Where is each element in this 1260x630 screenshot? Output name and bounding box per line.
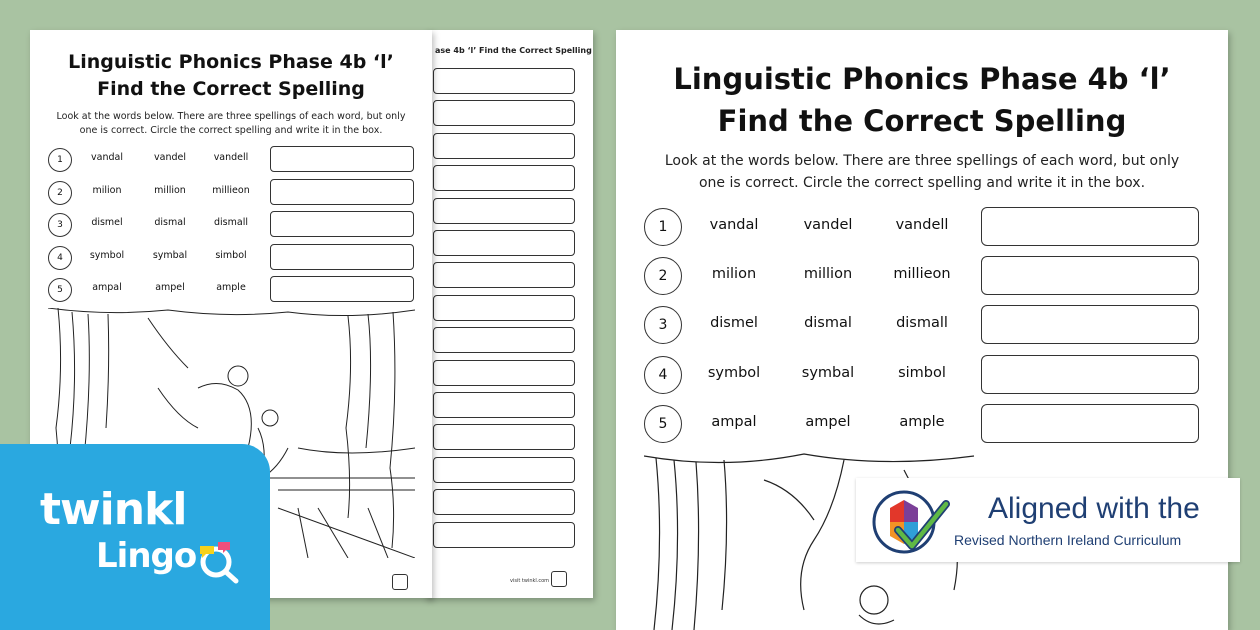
spelling-option[interactable]: ampel: [805, 413, 851, 430]
answer-box[interactable]: [270, 146, 414, 172]
spelling-option[interactable]: millieon: [893, 266, 951, 283]
back-answer-box[interactable]: [433, 230, 575, 256]
spelling-option[interactable]: simbol: [898, 364, 946, 381]
word-row: [48, 244, 415, 270]
right-instruction-line2: one is correct. Circle the correct spelling and write it in the box.: [698, 175, 1146, 191]
spelling-option[interactable]: ample: [216, 282, 246, 293]
left-instruction-line1: Look at the words below. There are three spellings of each word, but only: [56, 111, 406, 122]
back-answer-box[interactable]: [433, 198, 575, 224]
spelling-option[interactable]: vandell: [213, 152, 249, 163]
back-answer-box[interactable]: [433, 457, 575, 483]
spelling-option[interactable]: ampel: [155, 282, 185, 293]
word-row: [48, 211, 415, 237]
row-number-badge: 5: [48, 278, 72, 302]
row-number-badge: 4: [48, 246, 72, 270]
spelling-option[interactable]: dismall: [214, 217, 248, 228]
spelling-option[interactable]: dismal: [154, 217, 186, 228]
row-number-badge: 5: [644, 405, 682, 443]
lingo-wordmark: Lingo: [96, 536, 197, 576]
spelling-option[interactable]: ampal: [92, 282, 122, 293]
back-answer-box[interactable]: [433, 360, 575, 386]
back-answer-box[interactable]: [433, 522, 575, 548]
right-title: [616, 58, 1228, 142]
left-instructions: [50, 110, 412, 138]
left-instruction-line2: one is correct. Circle the correct spelling and write it in the box.: [79, 125, 383, 136]
word-row: [48, 146, 415, 172]
row-number-badge: 1: [644, 208, 682, 246]
spelling-option[interactable]: ample: [899, 413, 945, 430]
aligned-curriculum-badge: [856, 478, 1240, 562]
badge-subtitle: Revised Northern Ireland Curriculum: [954, 532, 1182, 548]
word-row: [644, 256, 1204, 296]
answer-box[interactable]: [270, 244, 414, 270]
back-answer-box[interactable]: [433, 68, 575, 94]
answer-box[interactable]: [270, 179, 414, 205]
spelling-option[interactable]: simbol: [215, 249, 247, 261]
row-number-badge: 3: [48, 213, 72, 237]
word-row: [644, 305, 1204, 345]
word-row: [48, 179, 415, 205]
left-title-line2: Find the Correct Spelling: [97, 78, 365, 100]
spelling-option[interactable]: million: [803, 266, 853, 283]
back-answer-box[interactable]: [433, 133, 575, 159]
spelling-option[interactable]: dismel: [710, 315, 758, 332]
spelling-option[interactable]: vandal: [91, 152, 123, 163]
back-page-header: ase 4b ‘l’ Find the Correct Spelling: [435, 46, 592, 55]
twinkl-lingo-logo: [0, 444, 270, 630]
spelling-option[interactable]: vandel: [154, 152, 186, 163]
word-row: [644, 207, 1204, 247]
back-answer-box[interactable]: [433, 327, 575, 353]
footer-logo-icon: [392, 574, 408, 590]
spelling-option[interactable]: vandell: [895, 217, 949, 233]
spelling-option[interactable]: symbal: [801, 364, 855, 381]
back-page-footer: visit twinkl.com: [510, 578, 550, 584]
back-answer-box[interactable]: [433, 295, 575, 321]
answer-box[interactable]: [981, 355, 1199, 394]
spelling-option[interactable]: millieon: [212, 184, 250, 196]
ni-curriculum-check-logo: [862, 482, 972, 562]
word-row: [48, 276, 415, 302]
back-answer-box[interactable]: [433, 489, 575, 515]
spelling-option[interactable]: vandal: [709, 217, 759, 233]
lingo-speech-magnifier-icon: [196, 540, 240, 584]
row-number-badge: 2: [48, 181, 72, 205]
back-worksheet-page: [425, 30, 593, 598]
spelling-option[interactable]: symbol: [707, 364, 761, 381]
back-answer-box[interactable]: [433, 165, 575, 191]
right-title-line2: Find the Correct Spelling: [717, 104, 1127, 138]
back-answer-box[interactable]: [433, 424, 575, 450]
spelling-option[interactable]: symbol: [89, 249, 125, 261]
badge-title: Aligned with the: [988, 492, 1200, 525]
left-title-line1: Linguistic Phonics Phase 4b ‘l’: [68, 51, 394, 73]
spelling-option[interactable]: dismel: [91, 217, 123, 228]
spelling-option[interactable]: dismal: [804, 315, 852, 332]
answer-box[interactable]: [270, 211, 414, 237]
spelling-option[interactable]: milion: [711, 266, 757, 283]
spelling-option[interactable]: milion: [92, 184, 122, 196]
right-instruction-line1: Look at the words below. There are three spellings of each word, but only: [664, 153, 1180, 169]
answer-box[interactable]: [270, 276, 414, 302]
right-title-line1: Linguistic Phonics Phase 4b ‘l’: [673, 62, 1171, 96]
spelling-option[interactable]: ampal: [711, 413, 757, 430]
spelling-option[interactable]: symbal: [152, 249, 188, 261]
row-number-badge: 3: [644, 306, 682, 344]
spelling-option[interactable]: million: [154, 184, 186, 196]
back-answer-box[interactable]: [433, 100, 575, 126]
word-row: [644, 355, 1204, 395]
spelling-option[interactable]: dismall: [896, 315, 948, 332]
footer-logo-icon: [551, 571, 567, 587]
row-number-badge: 4: [644, 356, 682, 394]
right-instructions: [646, 150, 1198, 194]
answer-box[interactable]: [981, 207, 1199, 246]
spelling-option[interactable]: vandel: [803, 217, 853, 233]
back-answer-box[interactable]: [433, 392, 575, 418]
answer-box[interactable]: [981, 256, 1199, 295]
row-number-badge: 2: [644, 257, 682, 295]
answer-box[interactable]: [981, 305, 1199, 344]
back-answer-box[interactable]: [433, 262, 575, 288]
row-number-badge: 1: [48, 148, 72, 172]
answer-box[interactable]: [981, 404, 1199, 443]
twinkl-wordmark: twinkl: [40, 484, 187, 535]
word-row: [644, 404, 1204, 444]
